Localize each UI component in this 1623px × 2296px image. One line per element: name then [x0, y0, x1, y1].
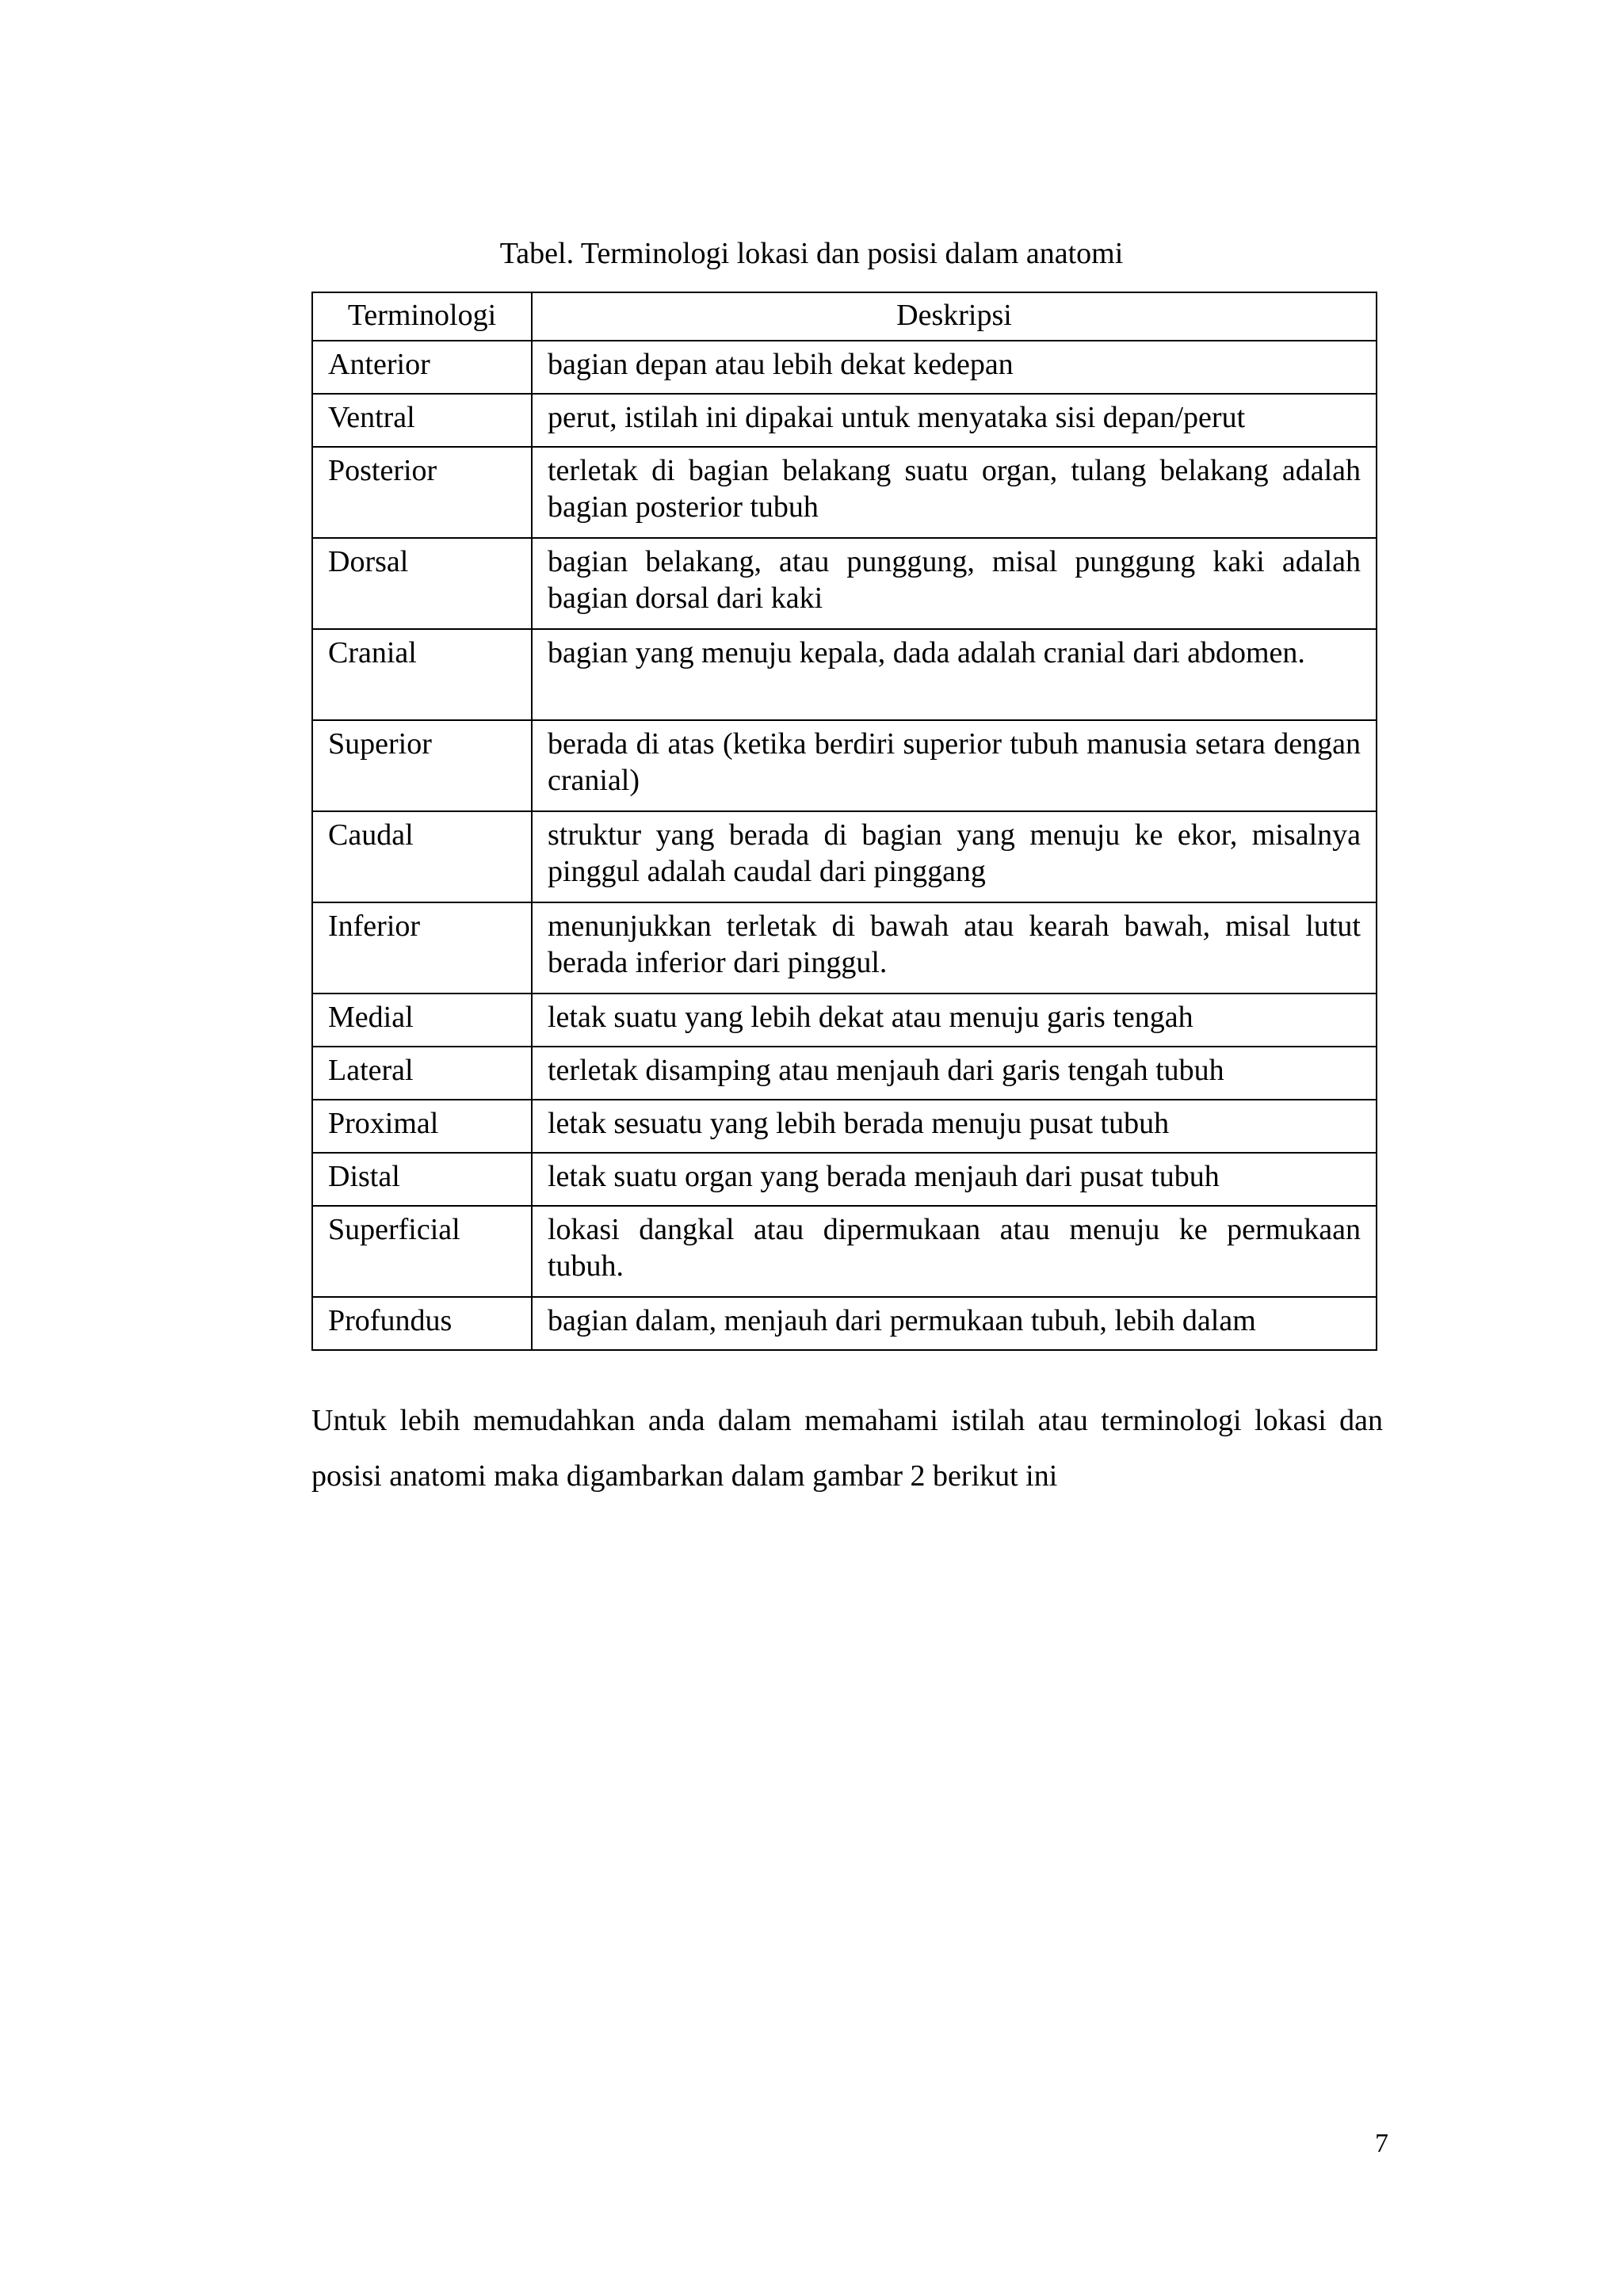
term-cell: Dorsal: [312, 538, 532, 629]
header-deskripsi: Deskripsi: [532, 292, 1377, 341]
term-cell: Proximal: [312, 1100, 532, 1153]
description-cell: letak suatu yang lebih dekat atau menuju garis tengah: [532, 994, 1377, 1047]
table-row: [312, 994, 1377, 1047]
description-cell: struktur yang berada di bagian yang menuju ke ekor, misalnya pinggul adalah caudal dari pinggang: [532, 811, 1377, 902]
table-row: [312, 341, 1377, 394]
table-row: [312, 394, 1377, 447]
description-cell: bagian belakang, atau punggung, misal punggung kaki adalah bagian dorsal dari kaki: [532, 538, 1377, 629]
description-cell: lokasi dangkal atau dipermukaan atau menuju ke permukaan tubuh.: [532, 1206, 1377, 1297]
table-row: [312, 1047, 1377, 1100]
term-cell: Superficial: [312, 1206, 532, 1297]
description-cell: bagian dalam, menjauh dari permukaan tubuh, lebih dalam: [532, 1297, 1377, 1350]
table-row: [312, 1206, 1377, 1297]
terminology-table: [311, 292, 1377, 1351]
term-cell: Superior: [312, 720, 532, 811]
table-body: [312, 341, 1377, 1350]
term-cell: Lateral: [312, 1047, 532, 1100]
term-cell: Ventral: [312, 394, 532, 447]
table-row: [312, 720, 1377, 811]
description-cell: menunjukkan terletak di bawah atau kearah bawah, misal lutut berada inferior dari pinggul.: [532, 902, 1377, 994]
term-cell: Caudal: [312, 811, 532, 902]
table-header-row: [312, 292, 1377, 341]
table-row: [312, 811, 1377, 902]
table-caption: Tabel. Terminologi lokasi dan posisi dalam anatomi: [499, 237, 1124, 270]
header-terminologi: Terminologi: [312, 292, 532, 341]
description-cell: letak suatu organ yang berada menjauh dari pusat tubuh: [532, 1153, 1377, 1206]
description-cell: terletak disamping atau menjauh dari garis tengah tubuh: [532, 1047, 1377, 1100]
table-row: [312, 902, 1377, 994]
description-cell: bagian depan atau lebih dekat kedepan: [532, 341, 1377, 394]
term-cell: Distal: [312, 1153, 532, 1206]
term-cell: Profundus: [312, 1297, 532, 1350]
description-cell: berada di atas (ketika berdiri superior tubuh manusia setara dengan cranial): [532, 720, 1377, 811]
term-cell: Posterior: [312, 447, 532, 538]
term-cell: Anterior: [312, 341, 532, 394]
body-paragraph: Untuk lebih memudahkan anda dalam memahami istilah atau terminologi lokasi dan posisi anatomi maka digambarkan dalam gambar 2 berikut ini: [311, 1404, 1383, 1493]
table-row: [312, 447, 1377, 538]
table-row: [312, 629, 1377, 720]
description-cell: perut, istilah ini dipakai untuk menyataka sisi depan/perut: [532, 394, 1377, 447]
table-row: [312, 1100, 1377, 1153]
table-row: [312, 538, 1377, 629]
page-number: 7: [1375, 2129, 1388, 2158]
description-cell: terletak di bagian belakang suatu organ, tulang belakang adalah bagian posterior tubuh: [532, 447, 1377, 538]
description-cell: bagian yang menuju kepala, dada adalah cranial dari abdomen.: [532, 629, 1377, 720]
table-row: [312, 1153, 1377, 1206]
description-cell: letak sesuatu yang lebih berada menuju pusat tubuh: [532, 1100, 1377, 1153]
table-row: [312, 1297, 1377, 1350]
term-cell: Cranial: [312, 629, 532, 720]
term-cell: Inferior: [312, 902, 532, 994]
term-cell: Medial: [312, 994, 532, 1047]
